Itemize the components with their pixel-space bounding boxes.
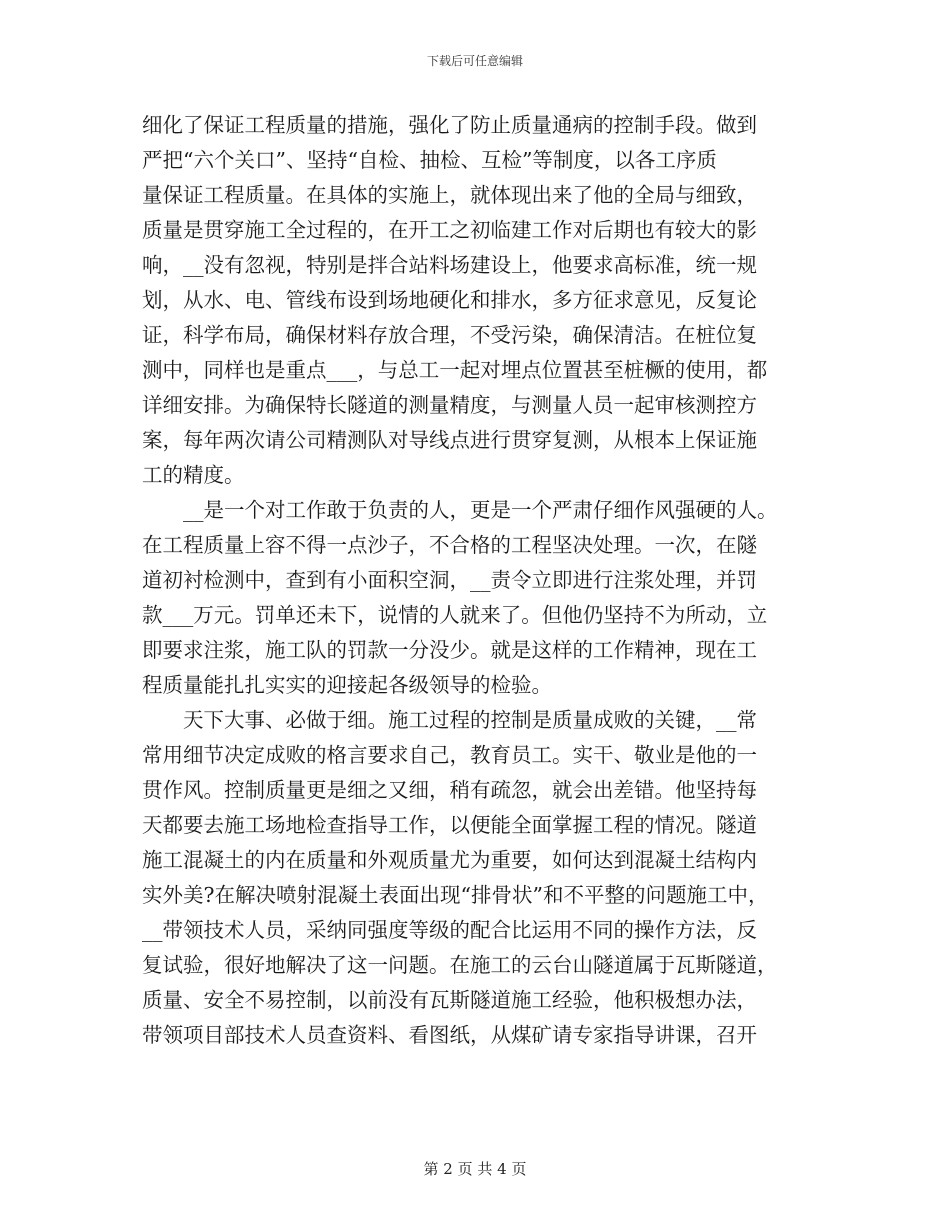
text-line: 划，从水、电、管线布设到场地硬化和排水，多方征求意见，反复论 <box>142 288 757 312</box>
text-line: 测中，同样也是重点___，与总工一起对埋点位置甚至桩橛的使用，都 <box>142 358 768 382</box>
text-line: 量保证工程质量。在具体的实施上，就体现出来了他的全局与细致， <box>142 183 757 207</box>
text-line: 在工程质量上容不得一点沙子，不合格的工程坚决处理。一次，在隧 <box>142 533 757 557</box>
text-line: 工的精度。 <box>142 463 245 487</box>
paragraph-start-line: 天下大事、必做于细。施工过程的控制是质量成败的关键，__常 <box>183 708 757 732</box>
text-line: 响，__没有忽视，特别是拌合站料场建设上，他要求高标准，统一规 <box>142 253 757 277</box>
text-line: 天都要去施工场地检查指导工作，以便能全面掌握工程的情况。隧道 <box>142 813 757 837</box>
text-line: 贯作风。控制质量更是细之又细，稍有疏忽，就会出差错。他坚持每 <box>142 778 757 802</box>
paragraph-start-line: __是一个对工作敢于负责的人，更是一个严肃仔细作风强硬的人。 <box>183 498 778 522</box>
text-line: 带领项目部技术人员查资料、看图纸，从煤矿请专家指导讲课，召开 <box>142 1023 757 1047</box>
text-line: 严把“六个关口”、坚持“自检、抽检、互检”等制度，以各工序质 <box>142 148 717 172</box>
text-line: 程质量能扎扎实实的迎接起各级领导的检验。 <box>142 673 552 697</box>
text-line: 实外美?在解决喷射混凝土表面出现“排骨状”和不平整的问题施工中， <box>142 883 769 907</box>
page-header-note: 下载后可任意编辑 <box>426 54 523 68</box>
text-line: 质量、安全不易控制，以前没有瓦斯隧道施工经验，他积极想办法， <box>142 988 757 1012</box>
text-line: 详细安排。为确保特长隧道的测量精度，与测量人员一起审核测控方 <box>142 393 757 417</box>
text-line: 道初衬检测中，查到有小面积空洞，__责令立即进行注浆处理，并罚 <box>142 568 757 592</box>
text-line: 款___万元。罚单还未下，说情的人就来了。但他仍坚持不为所动，立 <box>142 603 768 627</box>
text-line: 质量是贯穿施工全过程的，在开工之初临建工作对后期也有较大的影 <box>142 218 757 242</box>
text-line: 常用细节决定成败的格言要求自己，教育员工。实干、敬业是他的一 <box>142 743 757 767</box>
text-line: 案，每年两次请公司精测队对导线点进行贯穿复测，从根本上保证施 <box>142 428 757 452</box>
text-line: __带领技术人员，采纳同强度等级的配合比运用不同的操作方法，反 <box>142 918 757 942</box>
document-body <box>142 108 808 1053</box>
text-line: 施工混凝土的内在质量和外观质量尤为重要，如何达到混凝土结构内 <box>142 848 757 872</box>
text-line: 证，科学布局，确保材料存放合理，不受污染，确保清洁。在桩位复 <box>142 323 757 347</box>
page-number: 第 2 页 共 4 页 <box>423 1160 527 1178</box>
text-line: 即要求注浆，施工队的罚款一分没少。就是这样的工作精神，现在工 <box>142 638 757 662</box>
text-line: 复试验，很好地解决了这一问题。在施工的云台山隧道属于瓦斯隧道， <box>142 953 778 977</box>
text-line: 细化了保证工程质量的措施，强化了防止质量通病的控制手段。做到 <box>142 113 757 137</box>
